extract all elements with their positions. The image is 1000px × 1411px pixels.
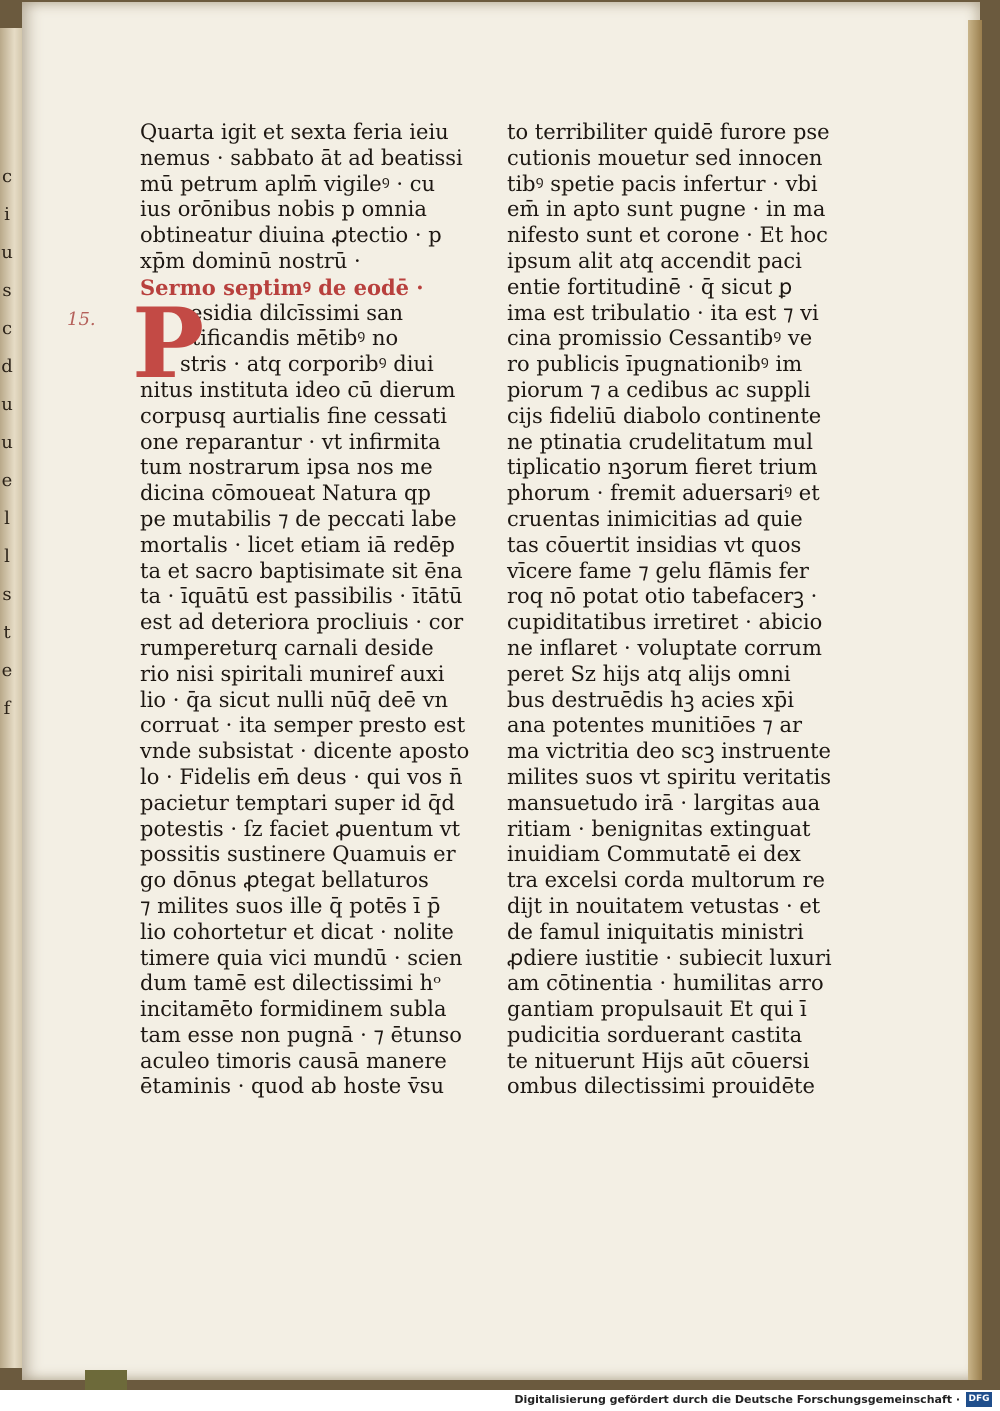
text-line: piorum ⁊ a cedibus ac suppli bbox=[507, 377, 811, 402]
text-line: ctificandis mētibꝰ no bbox=[180, 326, 399, 351]
text-line: am cōtinentia · humilitas arro bbox=[507, 971, 824, 996]
text-line: ne ptinatia crudelitatum mul bbox=[507, 429, 813, 454]
text-line: de famul iniquitatis ministri bbox=[507, 919, 804, 944]
text-line: rio nisi spiritali muniref auxi bbox=[140, 661, 445, 686]
text-line: xp̄m dominū nostrū · bbox=[140, 248, 361, 273]
text-line: incitamēto formidinem subla bbox=[140, 997, 447, 1022]
text-line: tiplicatio nꝫorum fieret trium bbox=[507, 455, 818, 480]
text-line: tas cōuertit insidias vt quos bbox=[507, 532, 802, 557]
text-line: vnde subsistat · dicente aposto bbox=[140, 739, 470, 764]
text-line: ma victritia deo scꝫ instruente bbox=[507, 739, 831, 764]
text-line: lio · q̄a sicut nulli nūq̄ deē vn bbox=[140, 687, 449, 712]
text-line: ritiam · benignitas extinguat bbox=[507, 816, 811, 841]
text-line: lo · Fidelis em̄ deus · qui vos n̄ bbox=[140, 764, 463, 789]
text-line: em̄ in apto sunt pugne · in ma bbox=[507, 197, 826, 222]
ribbon-marker bbox=[85, 1370, 127, 1390]
text-line: bus destruēdis hꝫ acies xp̄i bbox=[507, 687, 794, 712]
page-fore-edge bbox=[968, 20, 982, 1380]
text-line: dijt in nouitatem vetustas · et bbox=[507, 893, 821, 918]
text-line: nemus · sabbato āt ad beatissi bbox=[140, 145, 463, 170]
text-line: obtineatur diuina ꝓtectio · p bbox=[140, 223, 442, 248]
text-line: go dōnus ꝓtegat bellaturos bbox=[140, 868, 429, 893]
text-line: ombus dilectissimi prouidēte bbox=[507, 1074, 815, 1099]
footer-bar bbox=[0, 1390, 1000, 1411]
text-line: dum tamē est dilectissimi hᵒ bbox=[140, 971, 442, 996]
text-line: ⁊ milites suos ille q̄ potēs ī p̄ bbox=[140, 893, 441, 918]
text-line: stris · atq corporibꝰ diui bbox=[180, 352, 434, 377]
text-line: potestis · ſz faciet ꝓuentum vt bbox=[140, 816, 461, 841]
text-line: cijs fideliū diabolo continente bbox=[507, 403, 822, 428]
text-line: aculeo timoris causā manere bbox=[140, 1048, 447, 1073]
text-line: residia dilcīssimi san bbox=[180, 300, 404, 325]
text-line: vīcere fame ⁊ gelu flāmis fer bbox=[507, 558, 809, 583]
decorated-initial: P bbox=[132, 287, 205, 400]
text-line: cutionis mouetur sed innocen bbox=[507, 145, 823, 170]
text-line: ta · īquātū est passibilis · ītātū bbox=[140, 584, 463, 609]
text-line: tibꝰ spetie pacis infertur · vbi bbox=[507, 171, 818, 196]
text-line: dicina cōmoueat Natura qp bbox=[140, 481, 431, 506]
text-line: ipsum alit atq accendit paci bbox=[507, 248, 802, 273]
text-line: tra excelsi corda multorum re bbox=[507, 868, 825, 893]
text-line: ta et sacro baptisimate sit ēna bbox=[140, 558, 463, 583]
text-line: ꝓdiere iustitie · subiecit luxuri bbox=[507, 945, 832, 970]
margin-folio-note: 15. bbox=[67, 309, 96, 330]
text-line: peret Sz hijs atq alijs omni bbox=[507, 661, 791, 686]
text-line: gantiam propulsauit Et qui ī bbox=[507, 997, 807, 1022]
text-line: ana potentes munitiōes ⁊ ar bbox=[507, 713, 803, 738]
text-line: mū petrum aplm̄ vigileꝰ · cu bbox=[140, 171, 436, 196]
text-line: ne inflaret · voluptate corrum bbox=[507, 635, 822, 660]
text-line: possitis sustinere Quamuis er bbox=[140, 842, 456, 867]
text-line: mansuetudo irā · largitas aua bbox=[507, 790, 821, 815]
text-line: entie fortitudinē · q̄ sicut ꝑ bbox=[507, 274, 793, 299]
text-line: lio cohortetur et dicat · nolite bbox=[140, 919, 454, 944]
text-line: tam esse non pugnā · ⁊ ētunso bbox=[140, 1022, 462, 1047]
text-line: tum nostrarum ipsa nos me bbox=[140, 455, 433, 480]
left-text-column bbox=[132, 120, 470, 1100]
text-line: corruat · ita semper presto est bbox=[140, 713, 466, 738]
text-line: cruentas inimicitias ad quie bbox=[507, 506, 803, 531]
text-line: te nituerunt Hijs aūt cōuersi bbox=[507, 1048, 810, 1073]
text-line: ima est tribulatio · ita est ⁊ vi bbox=[507, 300, 819, 325]
text-line: Sermo septimꝰ de eodē · bbox=[140, 274, 424, 300]
text-line: est ad deteriora procliuis · cor bbox=[140, 610, 464, 635]
text-line: pe mutabilis ⁊ de peccati labe bbox=[140, 506, 457, 531]
book-page bbox=[22, 2, 980, 1380]
left-page-edge bbox=[0, 28, 24, 1368]
text-line: ius orōnibus nobis p omnia bbox=[140, 197, 427, 222]
left-edge-text: c i u s c d u u e l l s t e f bbox=[1, 166, 13, 719]
text-line: pacietur temptari super id q̄d bbox=[140, 790, 455, 815]
text-line: milites suos vt spiritu veritatis bbox=[507, 764, 832, 789]
text-line: Quarta igit et sexta feria ieiu bbox=[140, 120, 449, 144]
text-line: inuidiam Commutatē ei dex bbox=[507, 842, 801, 867]
text-line: cina promissio Cessantibꝰ ve bbox=[507, 326, 813, 351]
right-text-column bbox=[507, 120, 832, 1100]
text-line: nifesto sunt et corone · Et hoc bbox=[507, 223, 828, 248]
text-line: roq nō potat otio tabefacerꝫ · bbox=[507, 584, 818, 609]
funding-notice: Digitalisierung gefördert durch die Deutsche Forschungsgemeinschaft · bbox=[514, 1393, 960, 1406]
text-line: ētaminis · quod ab hoste v̄su bbox=[140, 1074, 445, 1099]
text-line: mortalis · licet etiam iā redēp bbox=[140, 532, 455, 557]
text-line: timere quia vici mundū · scien bbox=[140, 945, 463, 970]
text-line: rumpereturq carnali deside bbox=[140, 635, 434, 660]
text-line: phorum · fremit aduersariꝰ et bbox=[507, 481, 820, 506]
text-line: corpusq aurtialis fine cessati bbox=[140, 403, 448, 428]
text-line: cupiditatibus irretiret · abicio bbox=[507, 610, 823, 635]
text-line: nitus instituta ideo cū dierum bbox=[140, 377, 456, 402]
text-line: pudicitia sorduerant castita bbox=[507, 1022, 803, 1047]
dfg-logo: DFG bbox=[966, 1392, 992, 1407]
text-line: one reparantur · vt infirmita bbox=[140, 429, 441, 454]
text-line: to terribiliter quidē furore pse bbox=[507, 120, 830, 144]
text-line: ro publicis īpugnationibꝰ im bbox=[507, 352, 803, 377]
